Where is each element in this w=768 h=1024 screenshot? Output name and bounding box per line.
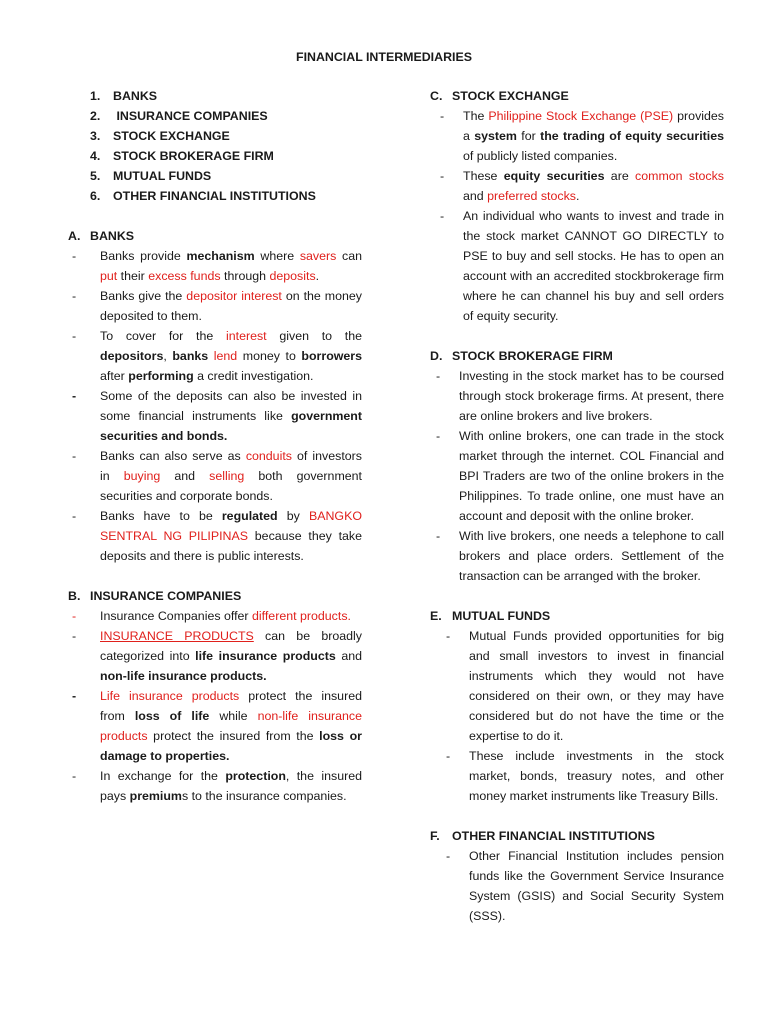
toc-number: 2. bbox=[90, 109, 101, 123]
section-title: STOCK EXCHANGE bbox=[452, 89, 569, 103]
section-letter: E. bbox=[430, 609, 442, 623]
text-run: s to the insurance companies. bbox=[181, 789, 347, 803]
text-run: equity securities bbox=[503, 169, 605, 183]
section-title: INSURANCE COMPANIES bbox=[90, 589, 242, 603]
text-run: BANGKO SENTRAL NG PILIPINAS bbox=[100, 509, 362, 543]
bullet-text bbox=[469, 846, 724, 926]
bullet-item bbox=[68, 326, 362, 386]
text-run: non-life insurance products. bbox=[100, 669, 267, 683]
text-run: Banks can also serve as bbox=[100, 449, 246, 463]
text-run: In exchange for the bbox=[100, 769, 226, 783]
bullet-item bbox=[68, 686, 362, 766]
bullet-text bbox=[459, 426, 724, 526]
bullets bbox=[430, 366, 724, 586]
toc-item bbox=[90, 146, 362, 166]
text-run: buying bbox=[123, 469, 161, 483]
bullet-dash: - bbox=[72, 609, 77, 623]
section-heading-banks bbox=[68, 226, 362, 246]
text-run: can bbox=[336, 249, 363, 263]
text-run: regulated bbox=[221, 509, 278, 523]
text-run: , the insured pays bbox=[100, 769, 362, 803]
text-run: With online brokers, one can trade in the stock market through the internet. COL Financial and BPI Traders are two of the online brokers in the Philippines. To trade online, one must have an account and deposit with the online broker. bbox=[459, 429, 724, 523]
section-letter: A. bbox=[68, 229, 81, 243]
text-run: system bbox=[474, 129, 517, 143]
document-title: FINANCIAL INTERMEDIARIES bbox=[296, 50, 472, 64]
text-run: borrowers bbox=[301, 349, 362, 363]
text-run: mechanism bbox=[186, 249, 255, 263]
bullet-dash: - bbox=[440, 209, 445, 223]
text-run: These include investments in the stock market, bonds, treasury notes, and other money market instruments like Treasury Bills. bbox=[469, 749, 724, 803]
bullet-text bbox=[463, 206, 724, 326]
text-run: Life insurance products bbox=[100, 689, 240, 703]
toc-number: 5. bbox=[90, 169, 101, 183]
bullet-dash: - bbox=[436, 529, 441, 543]
text-run: given to the bbox=[266, 329, 362, 343]
bullet-dash: - bbox=[446, 849, 451, 863]
toc-item bbox=[90, 86, 362, 106]
text-run: . bbox=[315, 269, 320, 283]
bullet-text bbox=[100, 626, 362, 686]
toc-item bbox=[90, 126, 362, 146]
text-run: a credit investigation. bbox=[193, 369, 314, 383]
text-run: protect the insured from the bbox=[147, 729, 320, 743]
bullet-dash: - bbox=[446, 629, 451, 643]
text-run: and bbox=[335, 649, 362, 663]
section-title: MUTUAL FUNDS bbox=[452, 609, 551, 623]
text-run: life insurance products bbox=[195, 649, 336, 663]
toc-item bbox=[90, 186, 362, 206]
bullet-dash: - bbox=[72, 389, 77, 403]
bullet-dash: - bbox=[440, 169, 445, 183]
text-run: for bbox=[516, 129, 541, 143]
bullet-item bbox=[68, 386, 362, 446]
bullets bbox=[430, 626, 724, 806]
section-heading-insurance-companies bbox=[68, 586, 362, 606]
text-run: of publicly listed companies. bbox=[463, 149, 618, 163]
section-letter: F. bbox=[430, 829, 440, 843]
bullet-item bbox=[68, 766, 362, 806]
text-run: Philippine Stock Exchange (PSE) bbox=[488, 109, 674, 123]
section-heading-stock-brokerage-firm bbox=[430, 346, 724, 366]
bullet-item bbox=[68, 446, 362, 506]
toc-item bbox=[90, 106, 362, 126]
toc-number: 6. bbox=[90, 189, 101, 203]
right-column bbox=[430, 86, 724, 926]
toc-label: OTHER FINANCIAL INSTITUTIONS bbox=[113, 189, 316, 203]
bullets bbox=[68, 606, 362, 806]
text-run: Other Financial Institution includes pension funds like the Government Service Insurance System (GSIS) and Social Security System (SSS). bbox=[469, 849, 724, 923]
bullet-text bbox=[100, 286, 362, 326]
left-column bbox=[68, 86, 362, 806]
toc-label: STOCK BROKERAGE FIRM bbox=[113, 149, 274, 163]
text-run: protection bbox=[225, 769, 286, 783]
text-run: because they take deposits and there is public interests. bbox=[100, 529, 363, 563]
section-title: STOCK BROKERAGE FIRM bbox=[452, 349, 613, 363]
bullet-text bbox=[100, 446, 362, 506]
text-run: non-life insurance products bbox=[100, 709, 363, 743]
text-run: of investors in bbox=[100, 449, 362, 483]
bullets bbox=[430, 846, 724, 926]
text-run: provides a bbox=[463, 109, 724, 143]
section-heading-stock-exchange bbox=[430, 86, 724, 106]
bullet-text bbox=[100, 246, 362, 286]
bullet-text bbox=[100, 506, 362, 566]
text-run: the trading of equity securities bbox=[540, 129, 724, 143]
text-run: performing bbox=[128, 369, 194, 383]
bullet-text bbox=[469, 746, 724, 806]
text-run: while bbox=[209, 709, 258, 723]
text-run: protect the insured from bbox=[100, 689, 362, 723]
text-run: depositor interest bbox=[186, 289, 282, 303]
bullets bbox=[68, 246, 362, 566]
bullet-item bbox=[430, 626, 724, 746]
text-run: through bbox=[220, 269, 270, 283]
text-run: selling bbox=[209, 469, 245, 483]
text-run: where bbox=[254, 249, 300, 263]
toc-label: BANKS bbox=[113, 89, 158, 103]
toc-label: INSURANCE COMPANIES bbox=[113, 109, 268, 123]
bullet-item bbox=[68, 506, 362, 566]
text-run: money to bbox=[237, 349, 302, 363]
toc-item bbox=[90, 166, 362, 186]
bullet-dash: - bbox=[72, 449, 77, 463]
text-run: Banks give the bbox=[100, 289, 187, 303]
text-run: The bbox=[463, 109, 489, 123]
text-run: by bbox=[277, 509, 309, 523]
bullet-item bbox=[430, 426, 724, 526]
bullet-text bbox=[459, 526, 724, 586]
bullet-item bbox=[68, 246, 362, 286]
text-run: , bbox=[163, 349, 173, 363]
toc-label: STOCK EXCHANGE bbox=[113, 129, 230, 143]
bullet-text bbox=[100, 386, 362, 446]
bullet-dash: - bbox=[446, 749, 451, 763]
text-run: preferred stocks bbox=[487, 189, 576, 203]
text-run: after bbox=[100, 369, 129, 383]
text-run: and bbox=[160, 469, 210, 483]
text-run: Insurance Companies offer bbox=[100, 609, 252, 623]
text-run: Investing in the stock market has to be coursed through stock brokerage firms. At present, there are online brokers and live brokers. bbox=[459, 369, 724, 423]
text-run: savers bbox=[299, 249, 337, 263]
text-run: lend bbox=[213, 349, 238, 363]
text-run: loss or damage to properties. bbox=[100, 729, 362, 763]
section-heading-other-financial-institutions bbox=[430, 826, 724, 846]
text-run: conduits bbox=[245, 449, 292, 463]
text-run: different products. bbox=[252, 609, 351, 623]
bullet-dash: - bbox=[436, 429, 441, 443]
text-run: put bbox=[100, 269, 118, 283]
text-run: government securities and bonds. bbox=[100, 409, 362, 443]
bullet-item bbox=[68, 626, 362, 686]
section-title: BANKS bbox=[90, 229, 135, 243]
text-run: on the money deposited to them. bbox=[100, 289, 362, 323]
text-run: deposits bbox=[269, 269, 316, 283]
bullet-item bbox=[430, 206, 724, 326]
toc-number: 4. bbox=[90, 149, 101, 163]
bullet-text bbox=[100, 766, 362, 806]
section-letter: B. bbox=[68, 589, 81, 603]
bullet-dash: - bbox=[72, 249, 77, 263]
toc-label: MUTUAL FUNDS bbox=[113, 169, 212, 183]
text-run: premium bbox=[129, 789, 182, 803]
bullet-item bbox=[430, 746, 724, 806]
text-run: can be broadly categorized into bbox=[100, 629, 362, 663]
section-title: OTHER FINANCIAL INSTITUTIONS bbox=[452, 829, 655, 843]
bullet-dash: - bbox=[72, 329, 77, 343]
bullet-text bbox=[469, 626, 724, 746]
text-run: excess funds bbox=[148, 269, 221, 283]
text-run: These bbox=[463, 169, 504, 183]
bullet-item bbox=[68, 286, 362, 326]
text-run: Mutual Funds provided opportunities for big and small investors to invest in financial instruments which they would not have considered on their own, or they may have considered but do not have the time or the expertise to do it. bbox=[469, 629, 724, 743]
bullet-dash: - bbox=[72, 769, 77, 783]
bullet-dash: - bbox=[72, 689, 77, 703]
toc-number: 1. bbox=[90, 89, 101, 103]
bullet-text bbox=[459, 366, 724, 426]
text-run: INSURANCE PRODUCTS bbox=[100, 629, 254, 643]
bullet-dash: - bbox=[436, 369, 441, 383]
bullet-dash: - bbox=[440, 109, 445, 123]
text-run: To cover for the bbox=[100, 329, 226, 343]
text-run: loss of life bbox=[134, 709, 210, 723]
text-run: Banks have to be bbox=[100, 509, 222, 523]
section-heading-mutual-funds bbox=[430, 606, 724, 626]
bullets bbox=[430, 106, 724, 326]
text-run: Banks provide bbox=[100, 249, 187, 263]
text-run: their bbox=[117, 269, 149, 283]
bullet-item bbox=[430, 366, 724, 426]
bullet-item bbox=[430, 106, 724, 166]
table-of-contents bbox=[68, 86, 362, 206]
section-letter: C. bbox=[430, 89, 443, 103]
bullet-item bbox=[68, 606, 362, 626]
toc-number: 3. bbox=[90, 129, 101, 143]
bullet-text bbox=[463, 166, 724, 206]
section-letter: D. bbox=[430, 349, 443, 363]
text-run: are bbox=[604, 169, 636, 183]
text-run: common stocks bbox=[635, 169, 725, 183]
bullet-text bbox=[100, 686, 362, 766]
text-run: both government securities and corporate bonds. bbox=[100, 469, 362, 503]
text-run: and bbox=[463, 189, 488, 203]
bullet-dash: - bbox=[72, 289, 77, 303]
bullet-dash: - bbox=[72, 629, 77, 643]
bullet-text bbox=[100, 606, 362, 626]
bullet-item bbox=[430, 166, 724, 206]
bullet-item bbox=[430, 526, 724, 586]
text-run: An individual who wants to invest and trade in the stock market CANNOT GO DIRECTLY to PSE to buy and sell stocks. He has to open an account with an accredited stockbrokerage firm where he can channel his buy and sell orders of equity security. bbox=[463, 209, 724, 323]
text-run: banks bbox=[172, 349, 209, 363]
text-run: interest bbox=[225, 329, 267, 343]
text-run: depositors bbox=[100, 349, 164, 363]
bullet-text bbox=[463, 106, 724, 166]
text-run: With live brokers, one needs a telephone to call brokers and place orders. Settlement of the transaction can be arranged with the broker. bbox=[459, 529, 724, 583]
text-run: . bbox=[575, 189, 580, 203]
bullet-dash: - bbox=[72, 509, 77, 523]
bullet-text bbox=[100, 326, 362, 386]
text-run: Some of the deposits can also be invested in some financial instruments like bbox=[100, 389, 362, 423]
bullet-item bbox=[430, 846, 724, 926]
